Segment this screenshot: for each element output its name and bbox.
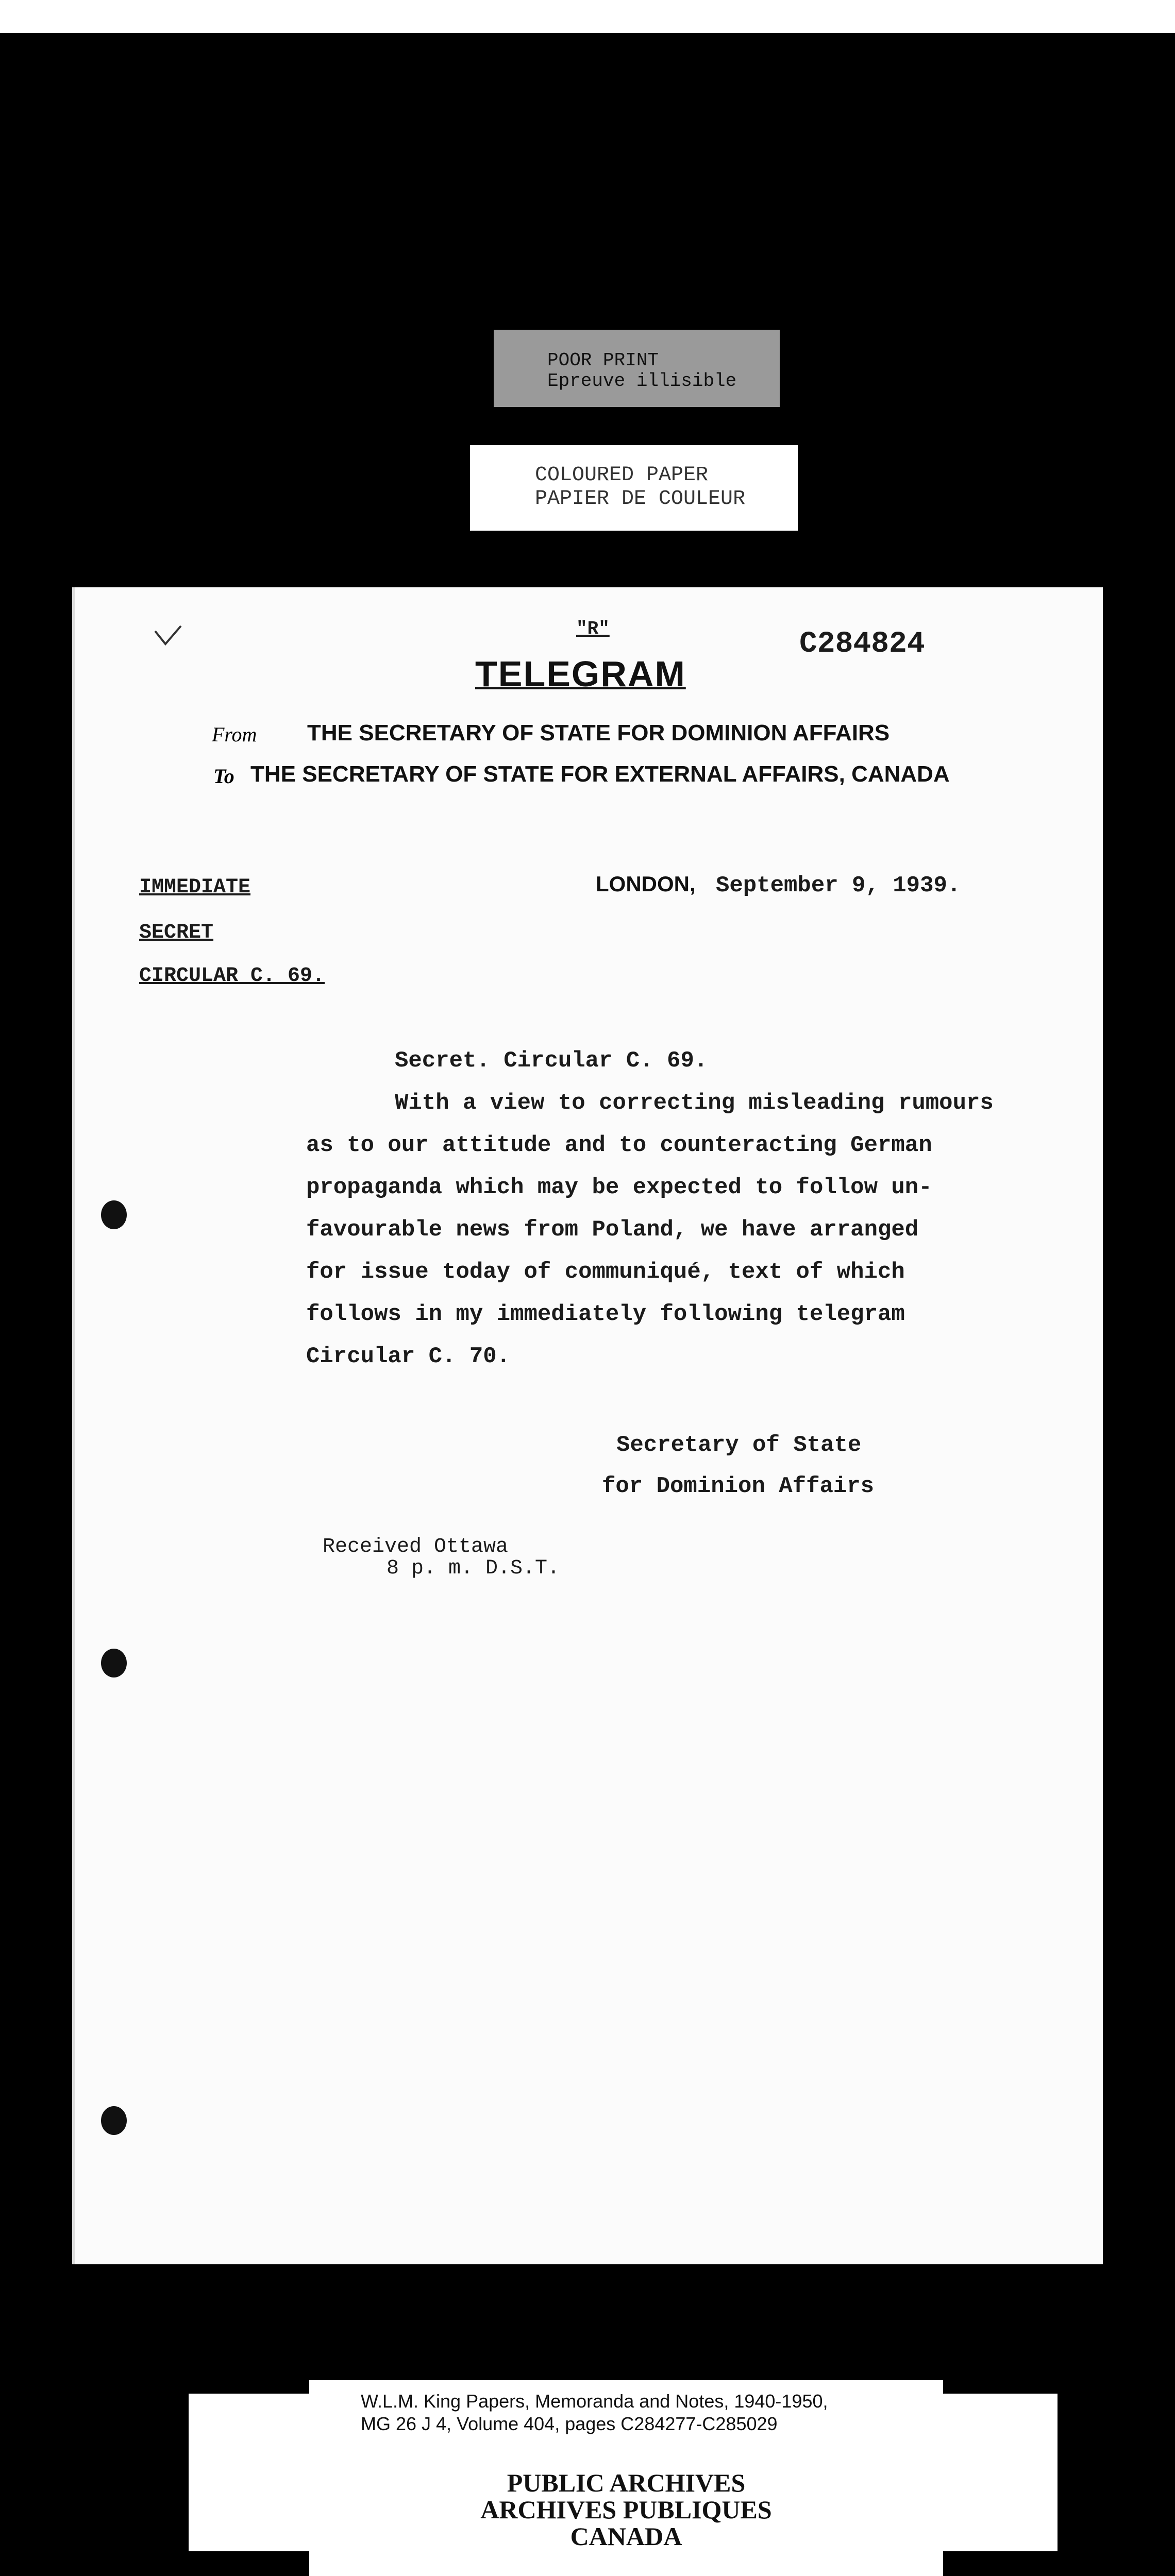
telegram-mark: "R" <box>576 618 610 639</box>
punch-hole <box>101 1649 127 1677</box>
from-label: From <box>212 723 257 746</box>
classification-circular: CIRCULAR C. 69. <box>139 964 325 988</box>
signature-line-2: for Dominion Affairs <box>602 1473 875 1499</box>
punch-hole <box>101 2106 127 2135</box>
coloured-paper-line-1: COLOURED PAPER <box>535 464 709 487</box>
archive-card-left-flap <box>189 2394 309 2551</box>
archive-line-1: PUBLIC ARCHIVES <box>507 2468 746 2497</box>
telegram-title: TELEGRAM <box>475 654 686 694</box>
place: LONDON, <box>596 872 696 896</box>
poor-print-line-2: Epreuve illisible <box>547 370 737 392</box>
date: September 9, 1939. <box>716 873 961 899</box>
telegram-number: C284824 <box>799 628 925 661</box>
classification-secret: SECRET <box>139 921 214 944</box>
citation-line-2: MG 26 J 4, Volume 404, pages C284277-C285029 <box>361 2413 778 2434</box>
signature-line-1: Secretary of State <box>616 1432 862 1458</box>
punch-hole <box>101 1200 127 1229</box>
body-line-5: favourable news from Poland, we have arranged <box>306 1217 919 1243</box>
coloured-paper-label <box>470 445 798 531</box>
telegram-document <box>72 587 1103 2264</box>
received-line-1: Received Ottawa <box>323 1535 509 1558</box>
received-line-2: 8 p. m. D.S.T. <box>387 1557 560 1580</box>
to-label: To <box>213 765 234 788</box>
check-mark-icon <box>153 623 183 649</box>
to-text: THE SECRETARY OF STATE FOR EXTERNAL AFFAIRS, CANADA <box>250 761 950 787</box>
body-line-7: follows in my immediately following telegram <box>306 1301 905 1327</box>
from-text: THE SECRETARY OF STATE FOR DOMINION AFFAIRS <box>307 720 890 745</box>
archive-line-3: CANADA <box>570 2522 682 2551</box>
body-line-1: Secret. Circular C. 69. <box>395 1048 708 1074</box>
poor-print-label <box>494 330 780 407</box>
body-line-4: propaganda which may be expected to follow un- <box>306 1175 932 1200</box>
archive-line-2: ARCHIVES PUBLIQUES <box>480 2495 772 2524</box>
archive-card-right-flap <box>943 2394 1058 2551</box>
coloured-paper-line-2: PAPIER DE COULEUR <box>535 487 746 511</box>
classification-immediate: IMMEDIATE <box>139 876 251 899</box>
body-line-6: for issue today of communiqué, text of which <box>306 1259 905 1285</box>
body-line-8: Circular C. 70. <box>306 1344 511 1369</box>
body-line-3: as to our attitude and to counteracting German <box>306 1132 932 1158</box>
top-white-strip <box>0 0 1175 33</box>
poor-print-line-1: POOR PRINT <box>547 350 659 371</box>
citation-line-1: W.L.M. King Papers, Memoranda and Notes, 1940-1950, <box>361 2391 828 2412</box>
body-line-2: With a view to correcting misleading rumours <box>395 1090 994 1116</box>
